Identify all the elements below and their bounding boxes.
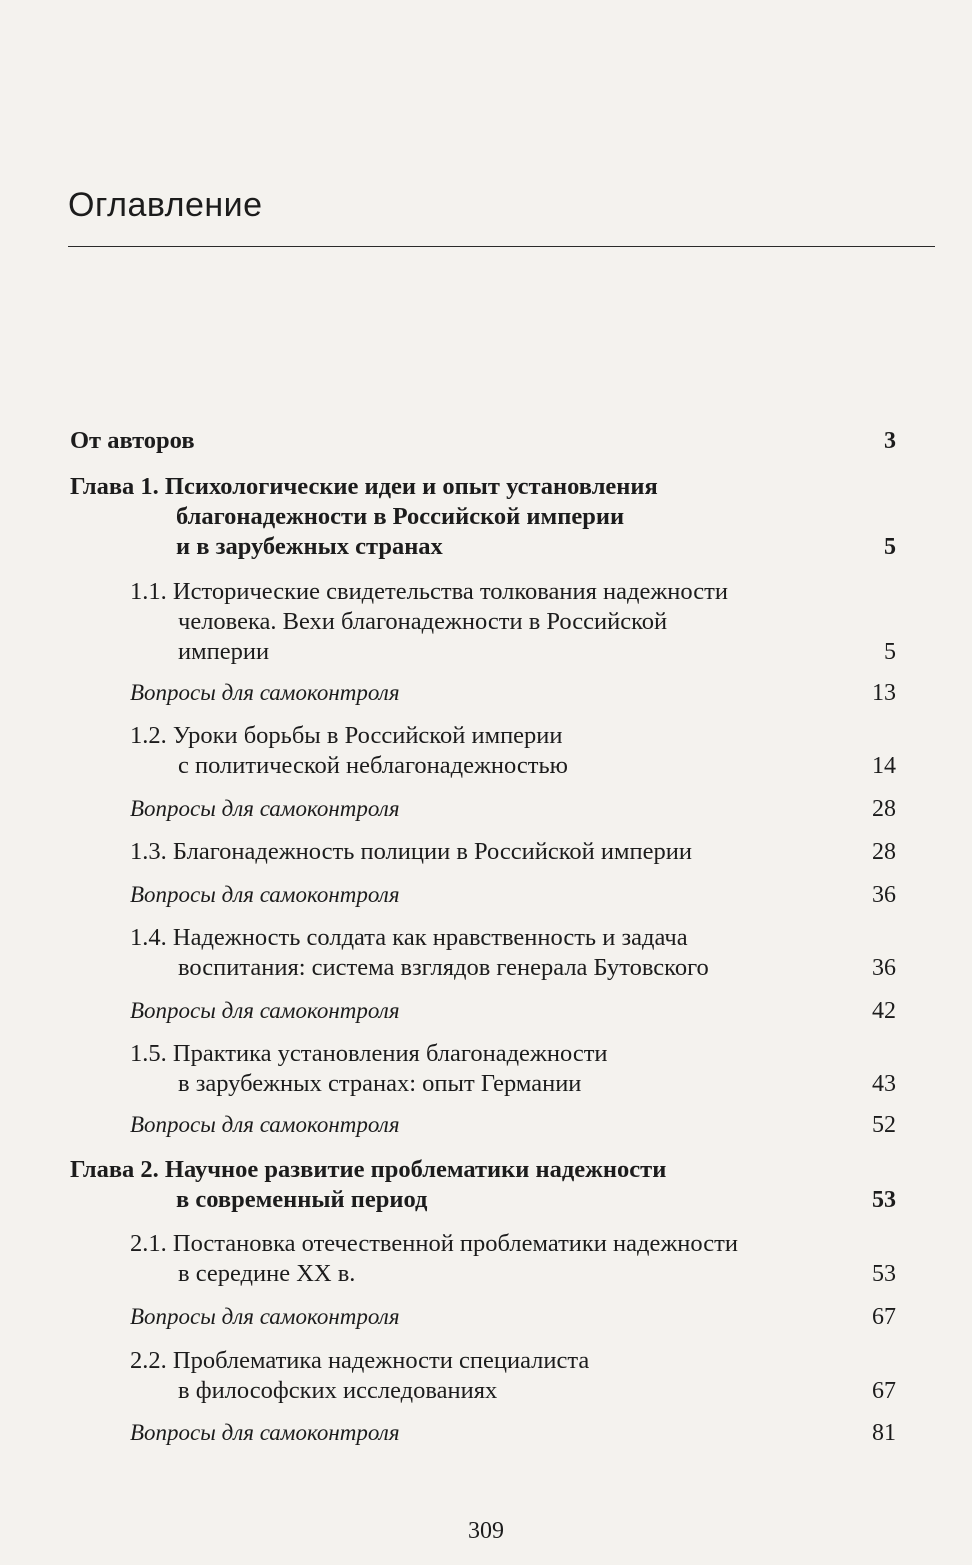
entry-page-number: 53 (872, 1261, 896, 1287)
entry-page-number: 43 (872, 1071, 896, 1097)
entry-title-line: в середине XX в. (178, 1260, 356, 1287)
page-number: 309 (468, 1518, 504, 1544)
entry-title-line: Вопросы для самоконтроля (130, 1420, 400, 1445)
entry-title-line: 1.2. Уроки борьбы в Российской империи (130, 722, 563, 749)
entry-page-number: 42 (872, 998, 896, 1024)
entry-page-number: 28 (872, 796, 896, 822)
entry-title-line: с политической неблагонадежностью (178, 752, 568, 779)
entry-title-line: Вопросы для самоконтроля (130, 680, 400, 705)
entry-title-line: благонадежности в Российской империи (176, 503, 625, 530)
entry-title-line: 2.2. Проблематика надежности специалиста (130, 1347, 590, 1374)
entry-title-line: в зарубежных странах: опыт Германии (178, 1070, 582, 1097)
entry-page-number: 53 (872, 1187, 896, 1213)
entry-title-line: 2.1. Постановка отечественной проблематики надежности (130, 1230, 738, 1257)
entry-title-line: Вопросы для самоконтроля (130, 882, 400, 907)
entry-page-number: 67 (872, 1304, 896, 1330)
entry-page-number: 14 (872, 753, 896, 779)
entry-title-line: 1.5. Практика установления благонадежности (130, 1040, 608, 1067)
entry-title-line: империи (178, 638, 270, 665)
entry-title-line: 1.4. Надежность солдата как нравственность и задача (130, 924, 688, 951)
entry-page-number: 52 (872, 1112, 896, 1138)
entry-title-line: в современный период (176, 1186, 428, 1213)
entry-page-number: 13 (872, 680, 896, 706)
entry-title-line: От авторов (70, 427, 195, 454)
entry-title-line: 1.1. Исторические свидетельства толкования надежности (130, 578, 728, 605)
entry-page-number: 5 (884, 534, 896, 560)
entry-title-line: человека. Вехи благонадежности в Российской (178, 608, 668, 635)
entry-page-number: 36 (872, 882, 896, 908)
entry-page-number: 3 (884, 428, 896, 454)
entry-title-line: 1.3. Благонадежность полиции в Российской империи (130, 838, 692, 865)
entry-title-line: Глава 1. Психологические идеи и опыт установления (70, 473, 658, 500)
entry-page-number: 5 (884, 639, 896, 665)
entry-title-line: Вопросы для самоконтроля (130, 1112, 400, 1137)
entry-title-line: и в зарубежных странах (176, 533, 443, 560)
entry-title-line: Глава 2. Научное развитие проблематики надежности (70, 1156, 667, 1183)
entry-page-number: 28 (872, 839, 896, 865)
entry-title-line: в философских исследованиях (178, 1377, 498, 1404)
entry-title-line: Вопросы для самоконтроля (130, 796, 400, 821)
title-rule (68, 246, 935, 247)
entry-title-line: Вопросы для самоконтроля (130, 1304, 400, 1329)
page-title: Оглавление (68, 186, 263, 224)
entry-page-number: 81 (872, 1420, 896, 1446)
entry-title-line: воспитания: система взглядов генерала Бутовского (178, 954, 709, 981)
entry-title-line: Вопросы для самоконтроля (130, 998, 400, 1023)
entry-page-number: 67 (872, 1378, 896, 1404)
entry-page-number: 36 (872, 955, 896, 981)
